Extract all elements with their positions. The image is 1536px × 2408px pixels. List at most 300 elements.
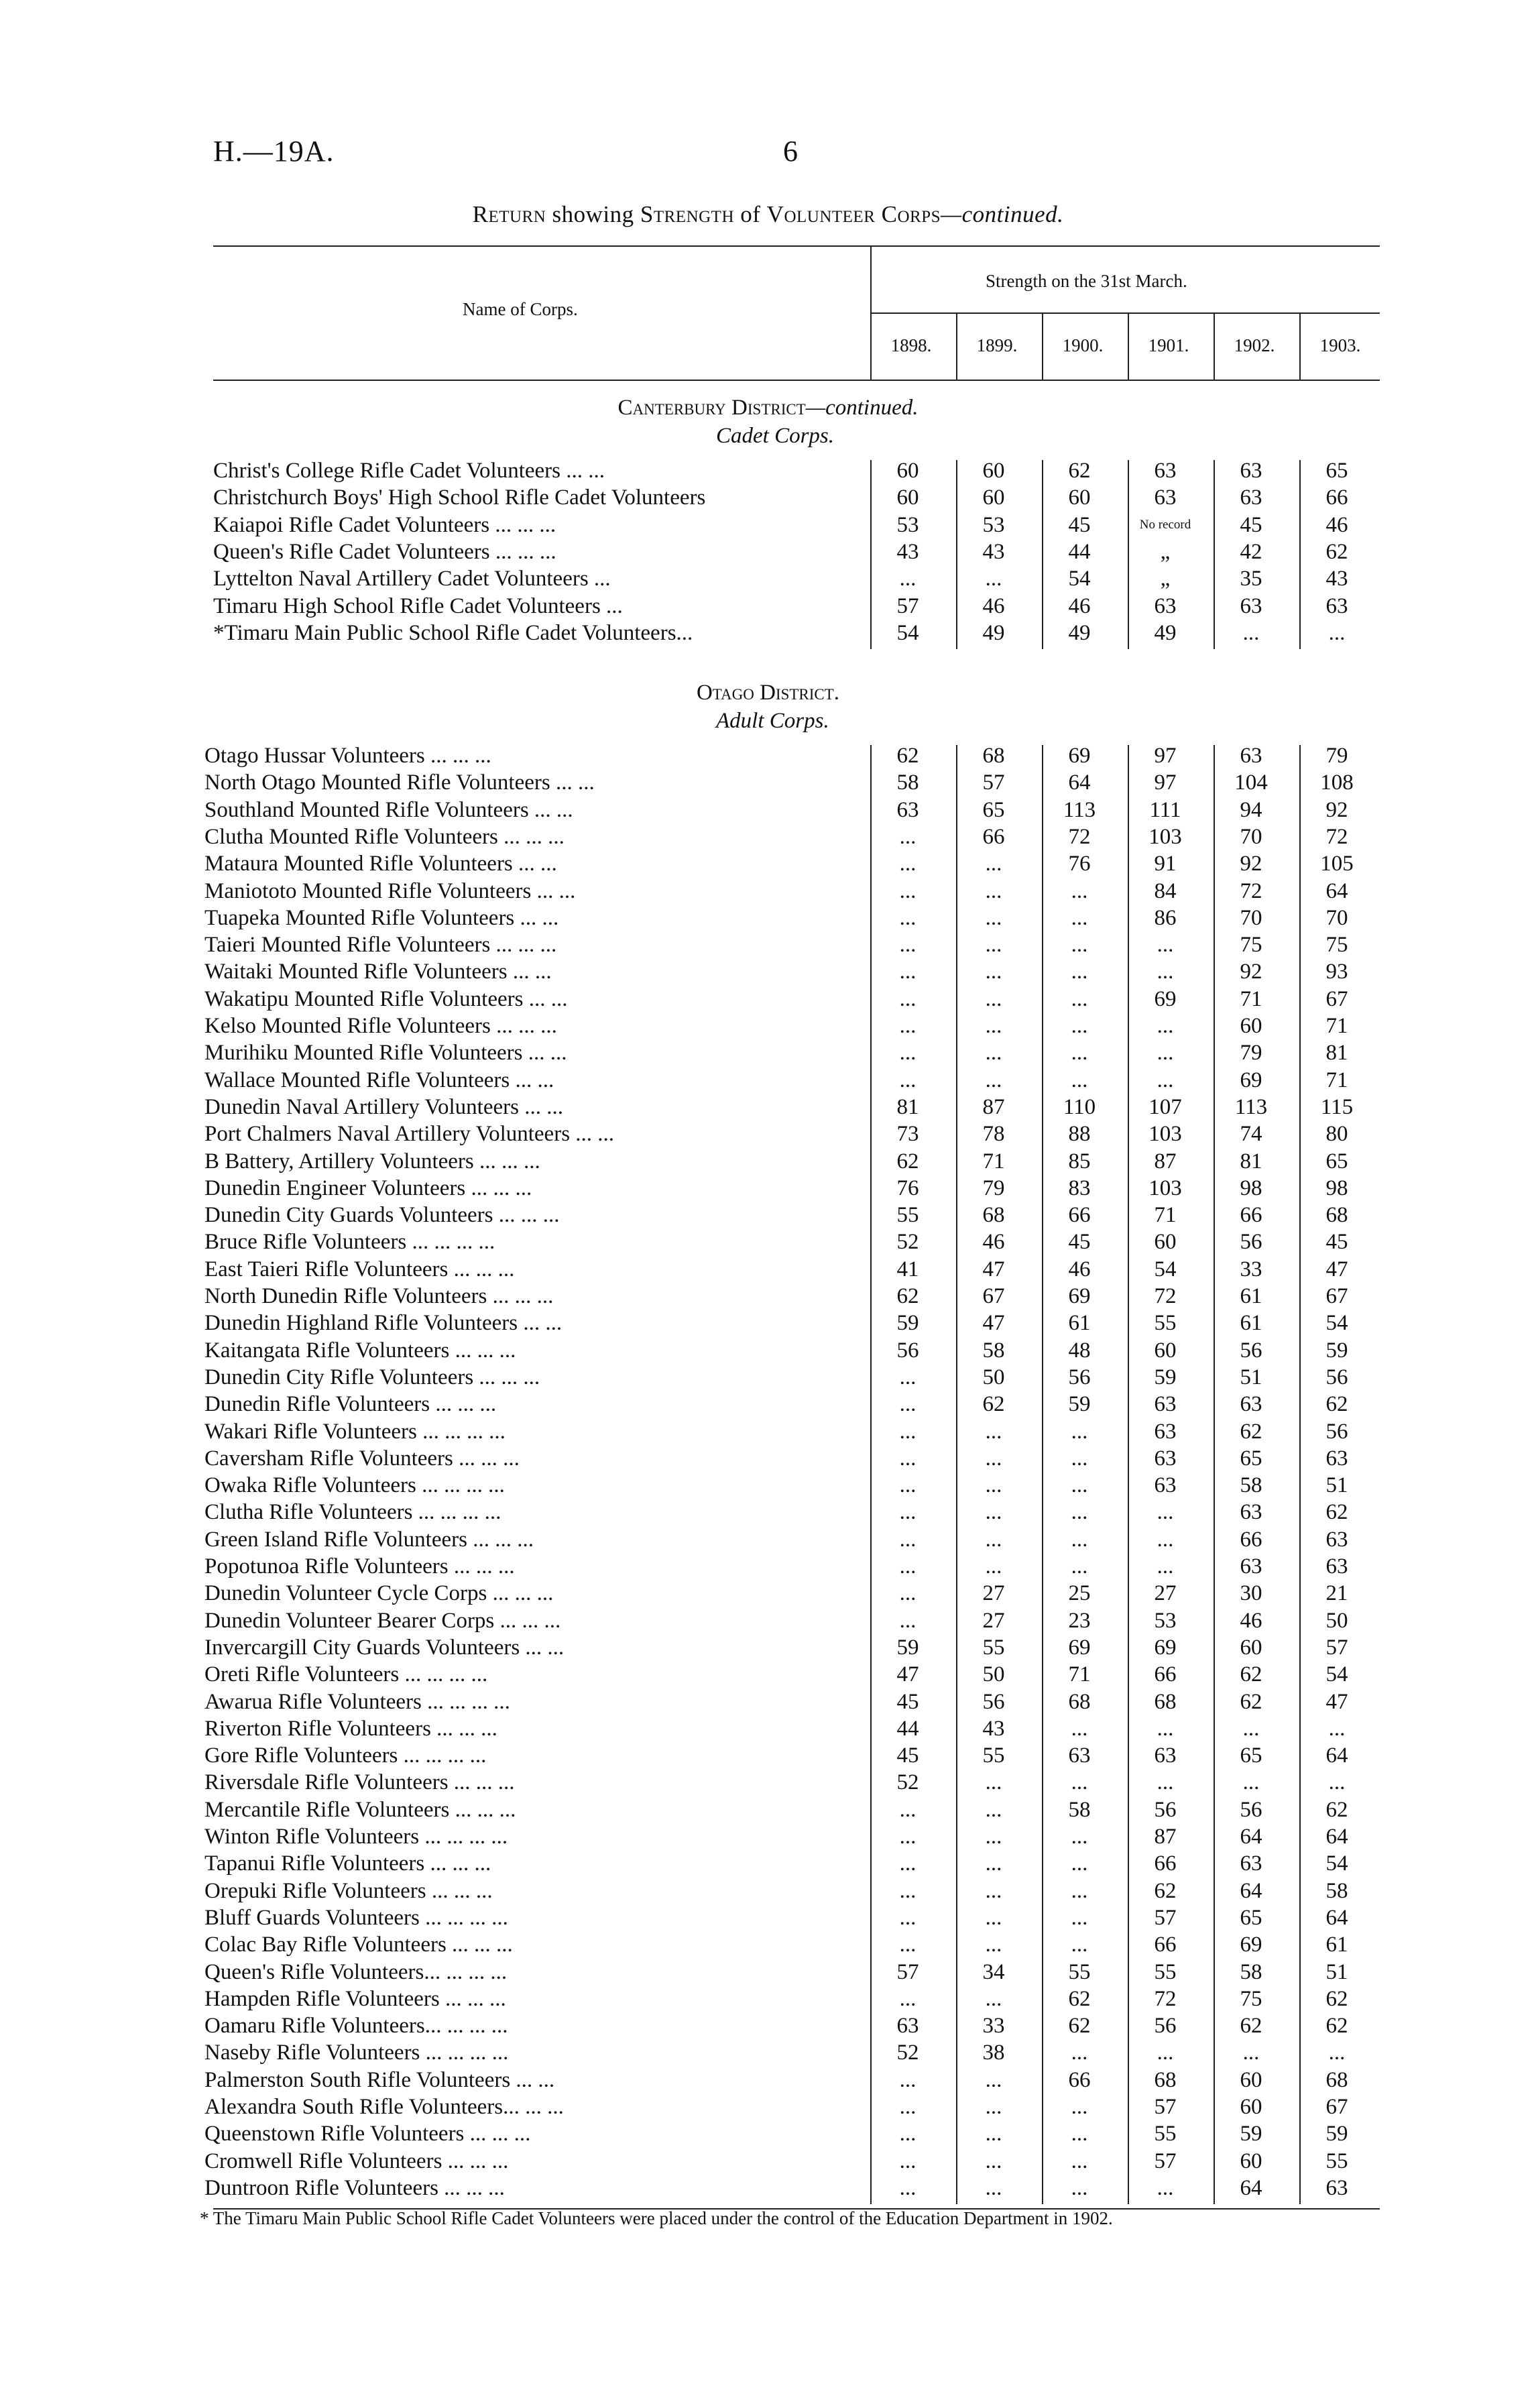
strength-value: ...: [985, 986, 1002, 1011]
table-row: [0, 1391, 1408, 1418]
table-row: [0, 484, 1408, 511]
strength-value: 21: [1325, 1581, 1348, 1606]
strength-value: 72: [1068, 824, 1091, 849]
strength-value: 64: [1325, 1825, 1348, 1849]
strength-value: 63: [1240, 1500, 1262, 1525]
title-strength: Strength: [640, 201, 735, 227]
strength-value: 68: [982, 744, 1005, 768]
corps-name: Kaiapoi Rifle Cadet Volunteers ... ... ...: [213, 512, 556, 537]
column-divider: [1128, 745, 1129, 2204]
strength-value: ...: [1328, 1716, 1346, 1741]
table-row: [0, 565, 1408, 592]
corps-name: Duntroon Rifle Volunteers ... ... ...: [204, 2175, 505, 2200]
column-header-strength: Strength on the 31st March.: [986, 271, 1187, 291]
strength-value: 75: [1240, 933, 1262, 958]
strength-value: 56: [1325, 1419, 1348, 1444]
strength-value: 57: [982, 770, 1005, 795]
column-divider: [1299, 460, 1301, 649]
page-number: 6: [783, 135, 798, 168]
strength-value: 65: [1240, 1905, 1262, 1930]
strength-value: 75: [1325, 933, 1348, 958]
strength-value: ...: [1328, 620, 1346, 645]
strength-value: 60: [896, 485, 919, 510]
title-continued: —continued.: [941, 201, 1064, 227]
corps-name: Oreti Rifle Volunteers ... ... ... ...: [204, 1662, 488, 1687]
table-row: [0, 1959, 1408, 1986]
corps-name: Timaru High School Rifle Cadet Volunteers ...: [213, 593, 623, 618]
strength-value: 87: [982, 1094, 1005, 1119]
strength-value: 84: [1154, 878, 1177, 903]
strength-value: ...: [899, 2148, 917, 2173]
strength-value: ...: [1071, 1825, 1088, 1849]
column-header-name: Name of Corps.: [463, 299, 578, 319]
strength-value: 97: [1154, 770, 1177, 795]
corps-name: Dunedin Naval Artillery Volunteers ... ...: [204, 1094, 563, 1119]
strength-value: 69: [1240, 1068, 1262, 1092]
strength-value: ...: [1328, 1770, 1346, 1795]
table-row: [0, 1256, 1408, 1283]
strength-value: 71: [1325, 1068, 1348, 1092]
column-header-year: 1898.: [890, 335, 932, 355]
strength-value: ...: [899, 933, 917, 958]
strength-value: 46: [1325, 512, 1348, 537]
strength-value: 58: [982, 1338, 1005, 1363]
strength-value: 75: [1240, 1986, 1262, 2011]
strength-value: 45: [896, 1743, 919, 1768]
corps-name: Bluff Guards Volunteers ... ... ... ...: [204, 1905, 508, 1930]
strength-value: 66: [1240, 1203, 1262, 1228]
strength-value: ...: [1157, 1716, 1174, 1741]
strength-value: 110: [1063, 1094, 1096, 1119]
strength-value: 69: [1240, 1933, 1262, 1957]
title-showing: showing: [552, 201, 634, 227]
strength-value: 60: [1240, 1014, 1262, 1038]
column-divider: [1042, 460, 1043, 649]
strength-value: 61: [1068, 1311, 1091, 1336]
strength-value: 98: [1325, 1176, 1348, 1200]
strength-value: 60: [982, 459, 1005, 483]
strength-value: 63: [1154, 1419, 1177, 1444]
table-row: [0, 1148, 1408, 1175]
strength-value: 63: [1240, 593, 1262, 618]
strength-value: 68: [1154, 1689, 1177, 1714]
strength-value: No record: [1139, 517, 1191, 532]
strength-value: 79: [1240, 1041, 1262, 1066]
corps-name: B Battery, Artillery Volunteers ... ... ...: [204, 1149, 540, 1173]
strength-value: 79: [982, 1176, 1005, 1200]
strength-value: 76: [896, 1176, 919, 1200]
corps-name: Waitaki Mounted Rifle Volunteers ... ...: [204, 960, 552, 984]
strength-value: ...: [1071, 1500, 1088, 1525]
strength-value: 66: [1068, 1203, 1091, 1228]
table-row: [0, 1121, 1408, 1147]
corps-name: North Otago Mounted Rifle Volunteers ... ...: [204, 770, 595, 795]
corps-name: Clutha Rifle Volunteers ... ... ... ...: [204, 1500, 501, 1525]
column-divider: [1128, 460, 1129, 649]
strength-value: 54: [1325, 1851, 1348, 1876]
table-row: [0, 905, 1408, 931]
strength-value: ...: [1157, 1770, 1174, 1795]
strength-value: 53: [1154, 1608, 1177, 1633]
strength-value: 44: [1068, 539, 1091, 564]
section-title-text: Otago District.: [696, 681, 840, 705]
strength-value: 62: [1240, 1419, 1262, 1444]
strength-value: 68: [1325, 1203, 1348, 1228]
strength-value: 52: [896, 2041, 919, 2065]
corps-name: Wakari Rifle Volunteers ... ... ... ...: [204, 1419, 506, 1444]
strength-value: 111: [1149, 797, 1181, 822]
table-row: [0, 1634, 1408, 1661]
column-header-year: 1900.: [1062, 335, 1104, 355]
strength-value: 63: [1154, 1392, 1177, 1417]
strength-value: 60: [1154, 1230, 1177, 1255]
strength-value: 54: [1154, 1257, 1177, 1281]
corps-name: Bruce Rifle Volunteers ... ... ... ...: [204, 1230, 495, 1255]
strength-value: 113: [1063, 797, 1096, 822]
strength-value: „: [1160, 539, 1171, 564]
table-row: [0, 593, 1408, 620]
strength-value: 63: [1240, 1392, 1262, 1417]
strength-value: 45: [1325, 1230, 1348, 1255]
strength-value: 55: [1154, 1959, 1177, 1984]
strength-value: 60: [1068, 485, 1091, 510]
strength-value: 93: [1325, 960, 1348, 984]
strength-value: ...: [985, 2122, 1002, 2146]
corps-name: Christ's College Rifle Cadet Volunteers ... ...: [213, 459, 605, 483]
table-row: [0, 2012, 1408, 2039]
strength-value: ...: [899, 2095, 917, 2119]
corps-name: Lyttelton Naval Artillery Cadet Volunteers ...: [213, 567, 611, 591]
table-row: [0, 1878, 1408, 1904]
table-row: [0, 1715, 1408, 1742]
strength-value: ...: [1242, 1770, 1260, 1795]
strength-value: 67: [1325, 986, 1348, 1011]
strength-header-rule: [870, 312, 1380, 314]
strength-value: 81: [1325, 1041, 1348, 1066]
table-row: [0, 1931, 1408, 1958]
strength-value: 59: [1154, 1365, 1177, 1389]
strength-value: ...: [899, 1419, 917, 1444]
table-row: [0, 797, 1408, 823]
table-row: [0, 1850, 1408, 1877]
strength-value: 58: [1240, 1473, 1262, 1498]
strength-value: 63: [1154, 1473, 1177, 1498]
strength-value: 45: [1240, 512, 1262, 537]
strength-value: ...: [1157, 933, 1174, 958]
strength-value: 47: [1325, 1689, 1348, 1714]
strength-value: 35: [1240, 567, 1262, 591]
strength-value: 103: [1148, 1176, 1182, 1200]
strength-value: 62: [1325, 1986, 1348, 2011]
strength-value: 48: [1068, 1338, 1091, 1363]
table-row: [0, 1472, 1408, 1499]
corps-name: Murihiku Mounted Rifle Volunteers ... ...: [204, 1041, 567, 1066]
corps-name: Otago Hussar Volunteers ... ... ...: [204, 744, 491, 768]
strength-value: ...: [1242, 620, 1260, 645]
strength-value: 69: [1154, 986, 1177, 1011]
strength-value: 103: [1148, 824, 1182, 849]
strength-value: 63: [1240, 459, 1262, 483]
table-row: [0, 1067, 1408, 1094]
strength-value: 76: [1068, 852, 1091, 876]
table-row: [0, 1769, 1408, 1796]
strength-value: 61: [1240, 1311, 1262, 1336]
strength-value: ...: [1071, 1527, 1088, 1552]
strength-value: 56: [1240, 1797, 1262, 1822]
strength-value: 74: [1240, 1122, 1262, 1147]
strength-value: ...: [899, 1905, 917, 1930]
strength-value: 62: [1068, 1986, 1091, 2011]
corps-name: Wakatipu Mounted Rifle Volunteers ... ...: [204, 986, 568, 1011]
strength-value: 63: [896, 2014, 919, 2039]
strength-value: ...: [985, 2148, 1002, 2173]
section-title-suffix: —continued.: [805, 396, 919, 420]
section-title: [0, 681, 1536, 705]
table-row: [0, 1228, 1408, 1255]
year-header-divider: [1042, 312, 1043, 380]
strength-value: 69: [1068, 744, 1091, 768]
strength-value: ...: [1071, 933, 1088, 958]
strength-value: ...: [1157, 2041, 1174, 2065]
strength-value: 60: [1240, 2067, 1262, 2092]
corps-name: Southland Mounted Rifle Volunteers ... ...: [204, 797, 573, 822]
table-row: [0, 1904, 1408, 1931]
strength-value: ...: [1071, 1770, 1088, 1795]
section-title: [0, 396, 1536, 420]
strength-value: 46: [1068, 593, 1091, 618]
strength-value: 46: [982, 593, 1005, 618]
strength-value: ...: [1071, 2148, 1088, 2173]
table-row: [0, 2039, 1408, 2066]
strength-value: 92: [1240, 852, 1262, 876]
strength-value: 25: [1068, 1581, 1091, 1606]
strength-value: 38: [982, 2041, 1005, 2065]
section-title-text: Canterbury District: [617, 396, 806, 420]
strength-value: 66: [1154, 1851, 1177, 1876]
strength-value: 54: [1068, 567, 1091, 591]
strength-value: ...: [1071, 960, 1088, 984]
section-subtitle: Adult Corps.: [716, 709, 829, 733]
corps-name: Naseby Rifle Volunteers ... ... ... ...: [204, 2041, 509, 2065]
strength-value: 43: [982, 1716, 1005, 1741]
strength-value: ...: [1071, 1716, 1088, 1741]
strength-value: ...: [1071, 1473, 1088, 1498]
strength-value: 59: [1068, 1392, 1091, 1417]
strength-value: ...: [1071, 2041, 1088, 2065]
strength-value: 51: [1325, 1959, 1348, 1984]
strength-value: 65: [1240, 1743, 1262, 1768]
strength-value: ...: [985, 1905, 1002, 1930]
table-row: [0, 1580, 1408, 1607]
strength-value: ...: [899, 567, 917, 591]
strength-value: 63: [1325, 2175, 1348, 2200]
strength-value: 66: [1325, 485, 1348, 510]
strength-value: ...: [985, 878, 1002, 903]
corps-name: *Timaru Main Public School Rifle Cadet Volunteers...: [213, 620, 693, 645]
strength-value: 63: [1325, 1527, 1348, 1552]
strength-value: ...: [985, 1770, 1002, 1795]
table-top-rule: [213, 245, 1380, 247]
strength-value: 72: [1154, 1986, 1177, 2011]
strength-value: ...: [1157, 1014, 1174, 1038]
corps-name: Orepuki Rifle Volunteers ... ... ...: [204, 1878, 493, 1903]
strength-value: 69: [1068, 1284, 1091, 1308]
strength-value: ...: [985, 1068, 1002, 1092]
strength-value: 67: [1325, 1284, 1348, 1308]
strength-value: 103: [1148, 1122, 1182, 1147]
title-of: of: [740, 201, 761, 227]
strength-value: 45: [1068, 1230, 1091, 1255]
strength-value: 55: [1325, 2148, 1348, 2173]
strength-value: 62: [896, 1284, 919, 1308]
strength-value: ...: [1071, 986, 1088, 1011]
strength-value: 46: [982, 1230, 1005, 1255]
corps-name: Kaitangata Rifle Volunteers ... ... ...: [204, 1338, 516, 1363]
strength-value: 58: [1240, 1959, 1262, 1984]
strength-value: ...: [1071, 2122, 1088, 2146]
corps-name: Taieri Mounted Rifle Volunteers ... ... ...: [204, 933, 557, 958]
strength-value: ...: [899, 960, 917, 984]
strength-value: 27: [982, 1581, 1005, 1606]
strength-value: 50: [982, 1365, 1005, 1389]
strength-value: 47: [982, 1311, 1005, 1336]
strength-value: 68: [1068, 1689, 1091, 1714]
strength-value: ...: [1071, 2175, 1088, 2200]
strength-value: 65: [1240, 1446, 1262, 1471]
strength-value: 62: [1325, 539, 1348, 564]
strength-value: ...: [1071, 1446, 1088, 1471]
corps-name: Popotunoa Rifle Volunteers ... ... ...: [204, 1554, 515, 1579]
table-row: [0, 958, 1408, 985]
strength-value: 62: [896, 1149, 919, 1173]
strength-value: 49: [982, 620, 1005, 645]
table-row: [0, 2120, 1408, 2147]
table-row: [0, 1742, 1408, 1769]
strength-value: ...: [899, 1041, 917, 1066]
strength-value: 108: [1320, 770, 1354, 795]
strength-value: ...: [899, 852, 917, 876]
corps-name: Wallace Mounted Rifle Volunteers ... ...: [204, 1068, 554, 1092]
strength-value: 56: [1240, 1338, 1262, 1363]
strength-value: 70: [1240, 824, 1262, 849]
strength-value: 107: [1148, 1094, 1182, 1119]
table-row: [0, 1364, 1408, 1391]
strength-value: ...: [985, 1014, 1002, 1038]
strength-value: 83: [1068, 1176, 1091, 1200]
column-divider: [956, 745, 957, 2204]
strength-value: 63: [1240, 1851, 1262, 1876]
strength-value: 54: [896, 620, 919, 645]
strength-value: 57: [1154, 2095, 1177, 2119]
strength-value: ...: [899, 824, 917, 849]
corps-name: Oamaru Rifle Volunteers... ... ... ...: [204, 2014, 508, 2039]
strength-value: 67: [1325, 2095, 1348, 2119]
strength-value: ...: [985, 1797, 1002, 1822]
strength-value: 55: [1068, 1959, 1091, 1984]
strength-value: ...: [1157, 960, 1174, 984]
strength-value: ...: [899, 1933, 917, 1957]
strength-value: ...: [899, 2175, 917, 2200]
corps-name: Dunedin City Rifle Volunteers ... ... ...: [204, 1365, 540, 1389]
strength-value: 88: [1068, 1122, 1091, 1147]
strength-value: ...: [985, 852, 1002, 876]
corps-name: Clutha Mounted Rifle Volunteers ... ... ...: [204, 824, 565, 849]
strength-value: 113: [1234, 1094, 1268, 1119]
strength-value: ...: [1071, 1905, 1088, 1930]
corps-name: Kelso Mounted Rifle Volunteers ... ... ...: [204, 1014, 557, 1038]
strength-value: 63: [1240, 485, 1262, 510]
strength-value: 50: [1325, 1608, 1348, 1633]
strength-value: ...: [985, 1527, 1002, 1552]
corps-name: Maniototo Mounted Rifle Volunteers ... ...: [204, 878, 576, 903]
footnote: * The Timaru Main Public School Rifle Cadet Volunteers were placed under the control of the Education Department in 1902.: [200, 2208, 1113, 2228]
strength-value: 33: [1240, 1257, 1262, 1281]
table-row: [0, 1796, 1408, 1823]
strength-value: 58: [896, 770, 919, 795]
strength-value: 98: [1240, 1176, 1262, 1200]
table-row: [0, 1202, 1408, 1228]
table-row: [0, 1310, 1408, 1336]
strength-value: 64: [1240, 2175, 1262, 2200]
strength-value: ...: [985, 1041, 1002, 1066]
corps-name: Alexandra South Rifle Volunteers... ... ...: [204, 2095, 564, 2119]
strength-value: ...: [985, 905, 1002, 930]
strength-value: 62: [1240, 1689, 1262, 1714]
strength-value: 62: [1240, 2014, 1262, 2039]
strength-value: 69: [1154, 1635, 1177, 1660]
strength-value: 78: [982, 1122, 1005, 1147]
corps-name: Dunedin Volunteer Bearer Corps ... ... ...: [204, 1608, 561, 1633]
table-row: [0, 2094, 1408, 2120]
strength-value: ...: [899, 1446, 917, 1471]
strength-value: 55: [896, 1203, 919, 1228]
corps-name: Riversdale Rifle Volunteers ... ... ...: [204, 1770, 515, 1795]
corps-name: Dunedin Engineer Volunteers ... ... ...: [204, 1176, 532, 1200]
strength-value: ...: [899, 1068, 917, 1092]
strength-value: ...: [1071, 1554, 1088, 1579]
strength-value: 27: [982, 1608, 1005, 1633]
strength-value: 62: [1154, 1878, 1177, 1903]
strength-value: 41: [896, 1257, 919, 1281]
table-row: [0, 620, 1408, 646]
strength-value: ...: [1157, 1041, 1174, 1066]
strength-value: 68: [1154, 2067, 1177, 2092]
strength-value: 43: [896, 539, 919, 564]
corps-name: Queen's Rifle Cadet Volunteers ... ... ...: [213, 539, 556, 564]
corps-name: Riverton Rifle Volunteers ... ... ...: [204, 1716, 497, 1741]
strength-value: ...: [1242, 2041, 1260, 2065]
strength-value: 56: [1068, 1365, 1091, 1389]
strength-value: 104: [1234, 770, 1268, 795]
strength-value: ...: [985, 1419, 1002, 1444]
table-row: [0, 931, 1408, 958]
strength-value: ...: [985, 1446, 1002, 1471]
strength-value: 66: [1154, 1933, 1177, 1957]
table-row: [0, 2175, 1408, 2201]
table-row: [0, 512, 1408, 538]
strength-value: 63: [896, 797, 919, 822]
strength-value: ...: [899, 1825, 917, 1849]
strength-value: ...: [985, 1851, 1002, 1876]
corps-name: Invercargill City Guards Volunteers ... ...: [204, 1635, 565, 1660]
corps-name: Caversham Rifle Volunteers ... ... ...: [204, 1446, 520, 1471]
strength-value: 59: [1325, 2122, 1348, 2146]
table-row: [0, 823, 1408, 850]
strength-value: 70: [1240, 905, 1262, 930]
column-header-year: 1902.: [1234, 335, 1275, 355]
strength-value: ...: [899, 1365, 917, 1389]
strength-value: 73: [896, 1122, 919, 1147]
